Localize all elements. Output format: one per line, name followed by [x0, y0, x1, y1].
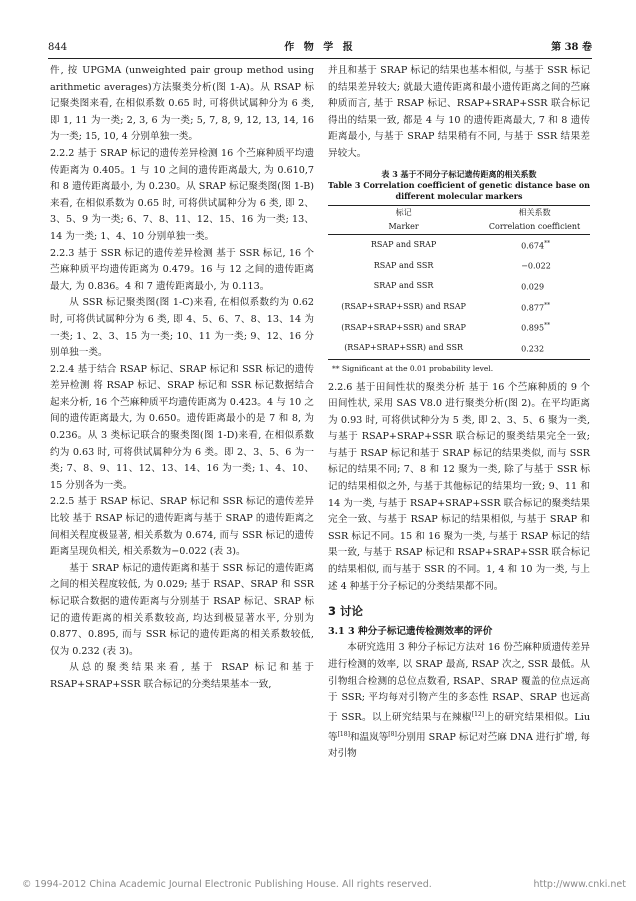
- value-cell: −0.022: [521, 261, 551, 271]
- table-row: [328, 276, 590, 297]
- column-header: 标记: [328, 205, 479, 220]
- section-2-2-3: 2.2.3 基于 SSR 标记的遗传差异检测 基于 SSR 标记, 16 个苎麻种质平均遗传距离为 0.479。16 与 12 之间的遗传距离最大, 为 0.836。4 和 7 遗传距离最小, 为 0.113。: [50, 247, 314, 292]
- paragraph: 并且和基于 SRAP 标记的结果也基本相似, 与基于 SSR 标记的结果差异较大; 就最大遗传距离和最小遗传距离之间的苎麻种质而言, 基于 RSAP 标记、RSAP+SRAP+SSR 联合标记得出的结果一致, 都是 4 与 10 的遗传距离最大, 7 和 8 遗传距离最小, 与基于 SRAP 结果稍有不同, 与基于 SSR 结果差异较大。: [328, 65, 590, 159]
- volume-label: 第 38 卷: [551, 42, 592, 53]
- table-row: [328, 338, 590, 359]
- left-column: [50, 63, 314, 694]
- paragraph: 从总的聚类结果来看, 基于 RSAP 标记和基于 RSAP+SRAP+SSR 联合标记的分类结果基本一致,: [50, 662, 314, 690]
- table-caption-en: Table 3 Correlation coefficient of genetic distance base on different molecular markers: [328, 179, 590, 201]
- paragraph: 本研究选用 3 种分子标记方法对 16 份苎麻种质遗传差异进行检测的效率, 以 SRAP 最高, RSAP 次之, SSR 最低。从引物组合检测的总位点数看, RSAP、SRAP 覆盖的位点远高于 SSR; 平均每对引物产生的多态性 RSAP、SRAP 也远高于 SSR。以上研究结果与在辣椒[12]上的研究结果相似。Liu 等[18]和温岚等[8]分别用 SRAP 标记对苎麻 DNA 进行扩增, 每对引物: [328, 642, 591, 760]
- citation: [12]: [471, 710, 485, 718]
- header-rule: [48, 58, 592, 59]
- value-cell: 0.232: [479, 338, 590, 359]
- table-row: [328, 317, 590, 338]
- value-cell: 0.029: [521, 282, 545, 292]
- column-header: Correlation coefficient: [479, 220, 590, 235]
- column-header: Marker: [328, 220, 479, 235]
- correlation-table: [328, 205, 590, 360]
- paragraph: 从 SSR 标记聚类图(图 1-C)来看, 在相似系数约为 0.62 时, 可将供试属种分为 6 类, 即 4、5、6、7、8、13、14 为一类; 1、2、3、15 为一类; 10、11 为一类; 9、12、16 分别单独一类。: [50, 297, 314, 359]
- column-header: 相关系数: [479, 205, 590, 220]
- table-3: [328, 169, 590, 374]
- page-header: [48, 40, 592, 56]
- table-row: [328, 234, 590, 255]
- section-2-2-5: 2.2.5 基于 RSAP 标记、SRAP 标记和 SSR 标记的遗传差异比较 基于 RSAP 标记的遗传距离与基于 SRAP 的遗传距离之间相关程度极显著, 相关系数为 0.674, 而与 SSR 标记的遗传距离呈现负相关, 相关系数为−0.022 (表 3)。: [50, 496, 314, 558]
- subsection-heading: 3.1 3 种分子标记遗传检测效率的评价: [328, 625, 493, 637]
- page-number: 844: [48, 42, 68, 53]
- section-2-2-6: 2.2.6 基于田间性状的聚类分析 基于 16 个苎麻种质的 9 个田间性状, 采用 SAS V8.0 进行聚类分析(图 2)。在平均距离为 0.93 时, 可将供试种分为 5 类, 即 2、3、5、6 聚为一类, 与基于 RSAP+SRAP+SSR 联合标记的聚类结果完全一致; 与基于 RSAP 标记和基于 SRAP 标记的结果类似, 而与 SSR 标记的结果不同; 7、8 和 12 聚为一类, 除了与基于 SSR 标记的结果相似之外, 与基于其他标记的结果均一致; 9、11 和 14 为一类, 与基于 RSAP+SRAP+SSR 联合标记的聚类结果完全一致、与基于 RSAP 标记的结果相似, 与基于 SRAP 和 SSR 标记不同。15 和 16 聚为一类, 与基于 RSAP 标记的结果一致, 与基于 RSAP 标记和 RSAP+SRAP+SSR 联合标记的结果相似, 而与基于 SSR 的不同。1, 4 和 10 为一类, 与上述 4 种基于分子标记的分类结果都不同。: [328, 381, 590, 592]
- marker-cell: RSAP and SRAP: [370, 239, 437, 249]
- footer-url: http://www.cnki.net: [533, 879, 626, 890]
- marker-cell: (RSAP+SRAP+SSR) and SRAP: [341, 322, 466, 332]
- section-2-2-4: 2.2.4 基于结合 RSAP 标记、SRAP 标记和 SSR 标记的遗传差异检测 将 RSAP 标记、SRAP 标记和 SSR 标记数据结合起来分析, 16 个苎麻种质平均遗传距离为 0.423。4 与 10 之间的遗传距离最大, 为 0.650。遗传距离最小的是 7 和 8, 为 0.236。从 3 类标记联合的聚类图(图 1-D)来看, 在相似系数约为 0.63 时, 可将供试属种分为 6 类。即 2、3、5、6 为一类; 7、8、9、11、12、13、14、16 为一类; 1、4、10、15 分别各为一类。: [50, 363, 314, 491]
- right-column: [328, 63, 590, 763]
- copyright-notice: © 1994-2012 China Academic Journal Electronic Publishing House. All rights reserved.: [22, 879, 432, 890]
- citation: [18]: [337, 730, 350, 738]
- table-note: ** Significant at the 0.01 probability level.: [332, 363, 494, 373]
- marker-cell: (RSAP+SRAP+SSR) and SSR: [328, 338, 479, 359]
- section-2-2-2: 2.2.2 基于 SRAP 标记的遗传差异检测 16 个苎麻种质平均遗传距离为 0.405。1 与 10 之间的遗传距离最大, 为 0.610,7 和 8 遗传距离最小, 为 0.230。从 SRAP 标记聚类图(图 1-B)来看, 在相似系数为 0.65 时, 可将供试属种分为 6 类, 即 2、3、5、9 为一类; 6、7、8、11、12、15、16 为一类; 13、14 为一类; 1、4、10 分别单独一类。: [50, 147, 314, 242]
- marker-cell: RSAP and SSR: [373, 260, 434, 270]
- marker-cell: SRAP and SSR: [373, 281, 434, 291]
- citation: [8]: [388, 730, 397, 738]
- table-row: [328, 297, 590, 318]
- section-heading: 3 讨论: [328, 604, 364, 619]
- table-caption-cn: 表 3 基于不同分子标记遗传距离的相关系数: [381, 168, 537, 179]
- paragraph: 件, 按 UPGMA (unweighted pair group method using arithmetic averages)方法聚类分析(图 1-A)。从 RSAP 标记聚类图来看, 在相似系数 0.65 时, 可将供试属种分为 6 类, 即 1, 11 为一类; 2, 3, 6 为一类; 5, 7, 8, 9, 12, 13, 14, 16 为一类; 15, 10, 4 分别单独一类。: [50, 65, 314, 143]
- paragraph: 基于 SRAP 标记的遗传距离和基于 SSR 标记的遗传距离之间的相关程度较低, 为 0.029; 基于 RSAP、SRAP 和 SSR 标记联合数据的遗传距离与分别基于 RSAP 标记、SRAP 标记的遗传距离的相关系数较高, 均达到极显著水平, 分别为 0.877、0.895, 而与 SSR 标记的遗传距离的相关系数较低, 仅为 0.232 (表 3)。: [50, 562, 314, 657]
- marker-cell: (RSAP+SRAP+SSR) and RSAP: [341, 301, 466, 311]
- table-row: [328, 255, 590, 276]
- page-footer: [22, 879, 626, 893]
- journal-title: 作 物 学 报: [284, 42, 356, 53]
- value-cell: 0.674**: [521, 239, 551, 251]
- value-cell: 0.877**: [521, 301, 551, 313]
- value-cell: 0.895**: [521, 322, 551, 333]
